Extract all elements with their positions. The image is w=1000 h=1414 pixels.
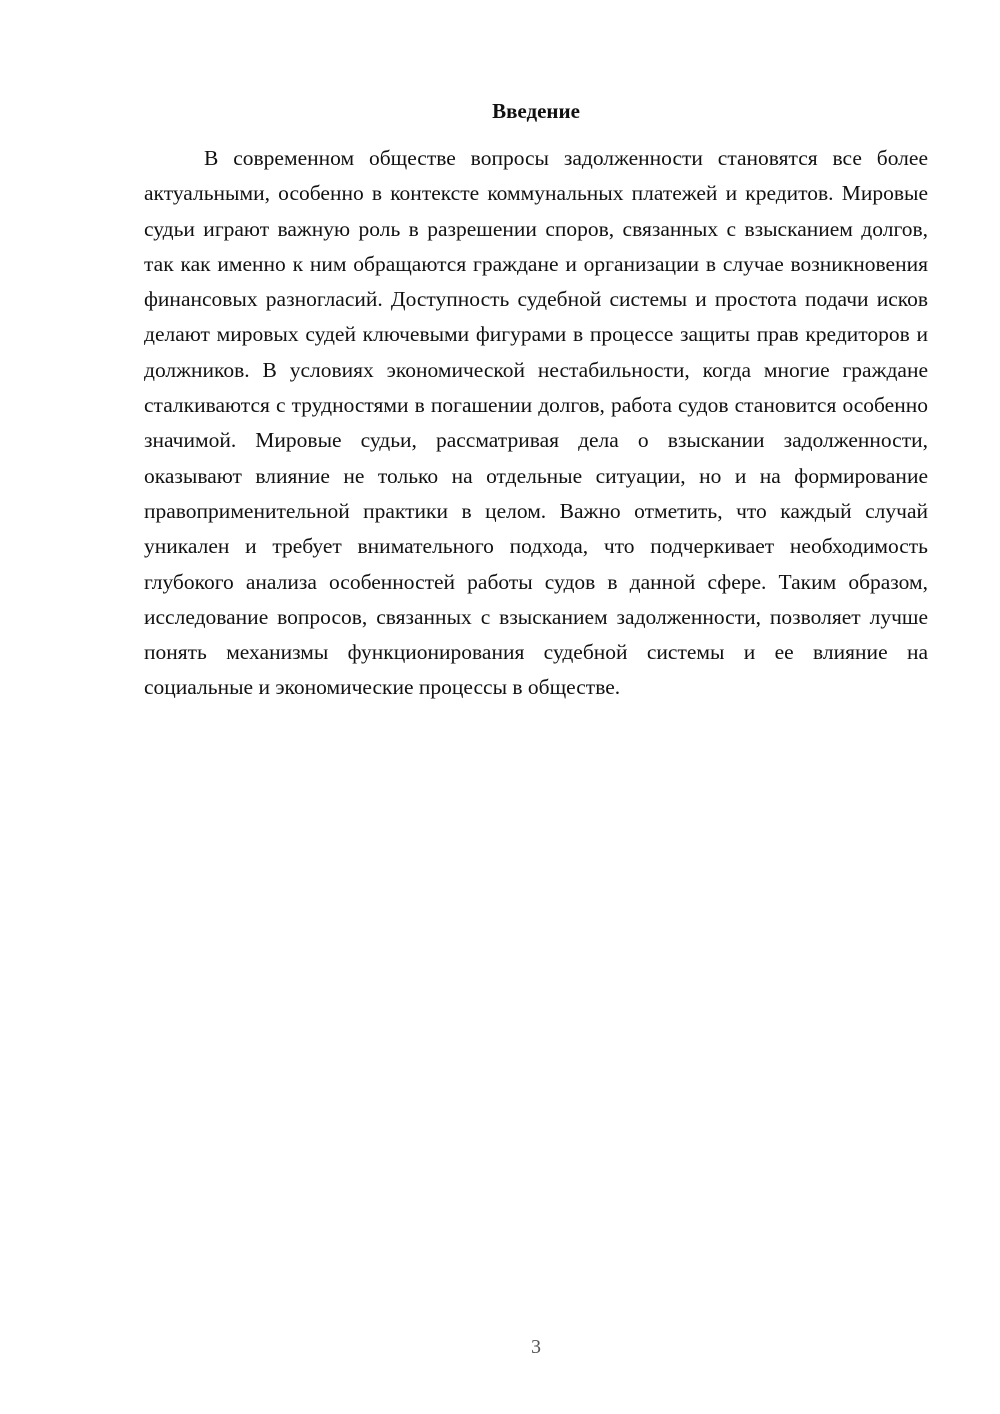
body-paragraph: В современном обществе вопросы задолженности становятся все более актуальными, особенно в контексте коммунальных платежей и кредитов. Мировые судьи играют важную роль в разрешении споров, связанных с взысканием долгов, так как именно к ним обращаются граждане и организации в случае возникновения финансовых разногласий. Доступность судебной системы и простота подачи исков делают мировых судей ключевыми фигурами в процессе защиты прав кредиторов и должников. В условиях экономической нестабильности, когда многие граждане сталкиваются с трудностями в погашении долгов, работа судов становится особенно значимой. Мировые судьи, рассматривая дела о взыскании задолженности, оказывают влияние не только на отдельные ситуации, но и на формирование правоприменительной практики в целом. Важно отметить, что каждый случай уникален и требует внимательного подхода, что подчеркивает необходимость глубокого анализа особенностей работы судов в данной сфере. Таким образом, исследование вопросов, связанных с взысканием задолженности, позволяет лучше понять механизмы функционирования судебной системы и ее влияние на социальные и экономические процессы в обществе. [144,146,928,700]
page-number: 3 [531,1336,541,1358]
section-heading: Введение [492,99,580,123]
